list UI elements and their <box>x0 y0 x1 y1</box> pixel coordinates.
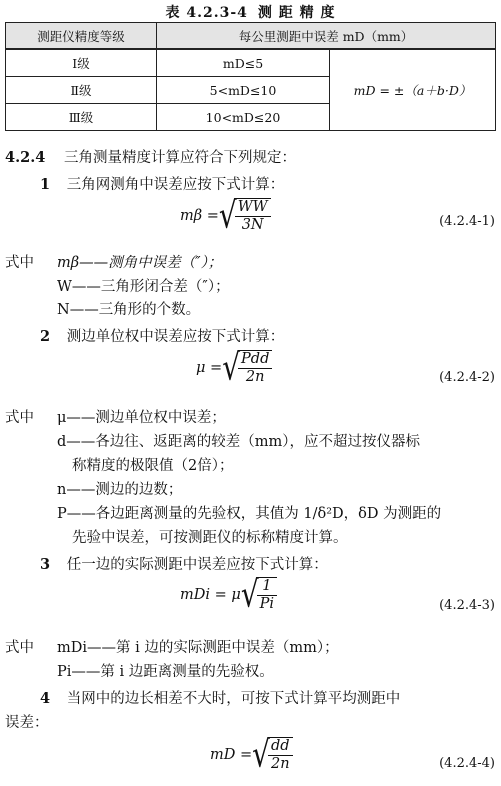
formula-cell: mD = ±（a＋b·D） <box>330 49 496 131</box>
item-3-heading <box>40 553 328 574</box>
equation-label: (4.2.4-4) <box>439 756 495 771</box>
numerator: dd <box>268 738 293 756</box>
section-text: 三角测量精度计算应符合下列规定： <box>63 150 296 166</box>
header-error: 每公里测距中误差 mD（mm） <box>157 23 496 50</box>
item-2-heading <box>40 325 284 346</box>
equation-label: (4.2.4-3) <box>439 598 495 613</box>
where-label: 式中 <box>5 255 34 271</box>
item-text: 当网中的边长相差不大时，可按下式计算平均测距中 <box>66 691 401 707</box>
def-line: mDi——第 i 边的实际测距中误差（mm）； <box>57 640 339 656</box>
item-4-heading <box>40 687 400 708</box>
def-line: μ——测边单位权中误差； <box>57 410 226 426</box>
def-line: mβ——测角中误差（″）； <box>57 255 223 271</box>
def-line: 称精度的极限值（2倍）； <box>72 458 234 474</box>
grade-cell: Ⅰ级 <box>6 49 157 77</box>
formula-lhs: mβ = <box>180 208 219 224</box>
denominator: 2n <box>245 369 265 385</box>
item-text: 任一边的实际测距中误差应按下式计算： <box>66 557 328 573</box>
table-title <box>0 2 501 22</box>
precision-table <box>5 22 496 131</box>
sqrt-icon: √ <box>222 345 241 389</box>
def-line: 先验中误差，可按测距仪的标称精度计算。 <box>72 530 348 546</box>
table-header-row <box>6 23 496 50</box>
header-grade: 测距仪精度等级 <box>6 23 157 50</box>
def-line: N——三角形的个数。 <box>57 302 201 318</box>
def-line: P——各边距离测量的先验权，其值为 1/δ²D，δD 为测距的 <box>57 506 442 522</box>
section-number: 4.2.4 <box>5 149 46 166</box>
item-number: 1 <box>40 176 51 193</box>
sqrt-icon: √ <box>240 572 259 616</box>
formula-lhs: mDi = μ <box>180 587 241 603</box>
formula-lhs: μ = <box>196 360 223 376</box>
range-cell: 10<mD≤20 <box>157 104 330 131</box>
denominator: Pi <box>259 596 275 612</box>
fraction <box>235 198 271 234</box>
numerator: WW <box>235 199 271 217</box>
denominator: 2n <box>270 756 290 772</box>
item-text: 测边单位权中误差应按下式计算： <box>66 329 285 345</box>
grade-cell: Ⅱ级 <box>6 77 157 104</box>
table-row <box>6 49 496 77</box>
item-text: 三角网测角中误差应按下式计算： <box>66 177 285 193</box>
where-label: 式中 <box>5 640 34 656</box>
formula-lhs: mD = <box>210 747 253 763</box>
table-caption: 测 距 精 度 <box>257 5 336 21</box>
formula-4 <box>210 732 293 776</box>
equation-label: (4.2.4-1) <box>439 214 495 229</box>
formula-3 <box>180 572 277 616</box>
def-line: Pi——第 i 边距离测量的先验权。 <box>57 664 274 680</box>
denominator: 3N <box>241 217 264 233</box>
fraction <box>268 737 293 773</box>
formula-1 <box>180 193 271 237</box>
equation-label: (4.2.4-2) <box>439 370 495 385</box>
item-number: 3 <box>40 556 51 573</box>
range-cell: 5<mD≤10 <box>157 77 330 104</box>
formula-2 <box>196 345 272 389</box>
fraction <box>257 577 277 613</box>
numerator: 1 <box>257 578 277 596</box>
where-label: 式中 <box>5 410 34 426</box>
def-line: n——测边的边数； <box>57 482 183 498</box>
def-line: W——三角形闭合差（″）； <box>57 279 230 295</box>
sqrt-icon: √ <box>252 732 270 776</box>
numerator: Pdd <box>238 351 272 369</box>
item-4-continuation: 误差： <box>5 715 49 731</box>
range-cell: mD≤5 <box>157 49 330 77</box>
grade-cell: Ⅲ级 <box>6 104 157 131</box>
section-heading <box>5 146 296 167</box>
item-number: 4 <box>40 690 51 707</box>
item-number: 2 <box>40 328 51 345</box>
item-1-heading <box>40 173 284 194</box>
def-line: d——各边往、返距离的较差（mm），应不超过按仪器标 <box>57 434 421 450</box>
fraction <box>238 350 272 386</box>
table-number: 表 4.2.3-4 <box>165 5 248 21</box>
sqrt-icon: √ <box>218 193 237 237</box>
